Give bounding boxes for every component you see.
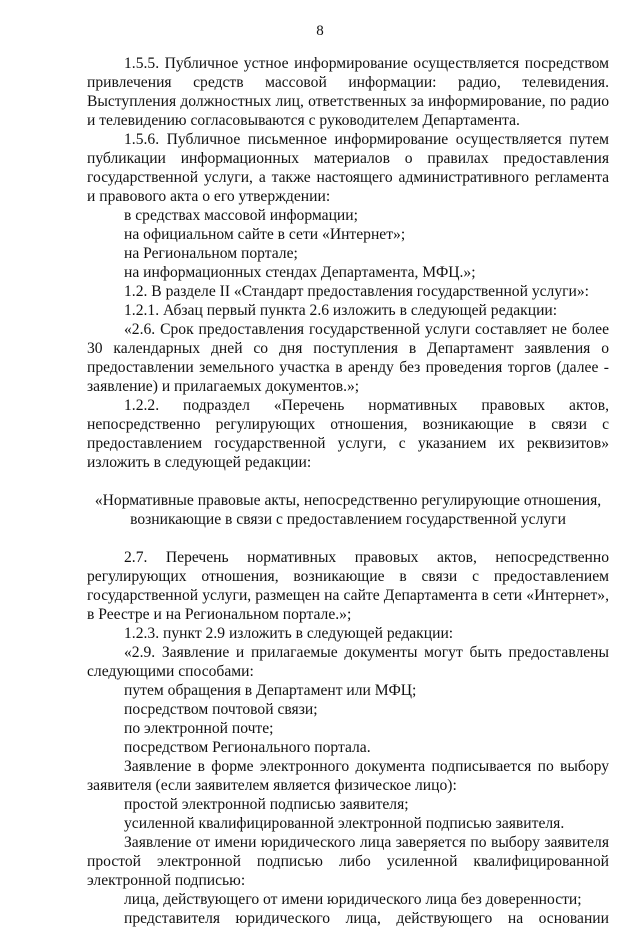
paragraph-2-7: 2.7. Перечень нормативных правовых актов, непосредственно регулирующих отношения, возникающие в связи с предоставлением государственной услуги, размещен на сайте Департамента в сети «Интернет», в Реестре и на Региональном портале.»; — [87, 549, 609, 623]
document-body — [87, 54, 609, 928]
list-item: лица, действующего от имени юридического лица без доверенности; — [124, 891, 582, 908]
paragraph-2-9: «2.9. Заявление и прилагаемые документы могут быть предоставлены следующими способами: — [87, 644, 609, 680]
paragraph-legal-entity: Заявление от имени юридического лица заверяется по выбору заявителя простой электронной подписью либо усиленной квалифицированной электронной подписью: — [87, 834, 609, 889]
paragraph-1-2-1: 1.2.1. Абзац первый пункта 2.6 изложить в следующей редакции: — [124, 302, 558, 319]
section-heading: «Нормативные правовые акты, непосредственно регулирующие отношения, возникающие в связи с предоставлением государственной услуги — [94, 492, 602, 528]
list-item: на официальном сайте в сети «Интернет»; — [124, 226, 406, 243]
list-item: посредством почтовой связи; — [124, 701, 318, 718]
paragraph-2-6: «2.6. Срок предоставления государственной услуги составляет не более 30 календарных дней со дня поступления в Департамент заявления о предоставлении земельного участка в аренду без проведения торгов (далее - заявление) и прилагаемых документов.»; — [87, 321, 609, 395]
list-item: посредством Регионального портала. — [124, 739, 371, 756]
paragraph-electronic-document: Заявление в форме электронного документа подписывается по выбору заявителя (если заявителем является физическое лицо): — [87, 758, 609, 794]
paragraph-1-5-6: 1.5.6. Публичное письменное информирование осуществляется путем публикации информационных материалов о правилах предоставления государственной услуги, а также настоящего административного регламента и правового акта о его утверждении: — [87, 131, 609, 205]
list-item: на информационных стендах Департамента, МФЦ.»; — [124, 264, 476, 281]
list-item: по электронной почте; — [124, 720, 274, 737]
list-item: путем обращения в Департамент или МФЦ; — [124, 682, 417, 699]
paragraph-1-2: 1.2. В разделе II «Стандарт предоставления государственной услуги»: — [124, 283, 589, 300]
paragraph-1-5-5: 1.5.5. Публичное устное информирование осуществляется посредством привлечения средств массовой информации: радио, телевидения. Выступления должностных лиц, ответственных за информирование, по радио и телевидению согласовываются с руководителем Департамента. — [87, 55, 609, 129]
paragraph-1-2-3: 1.2.3. пункт 2.9 изложить в следующей редакции: — [124, 625, 454, 642]
paragraph-1-2-2: 1.2.2. подраздел «Перечень нормативных правовых актов, непосредственно регулирующих отношения, возникающие в связи с предоставлением государственной услуги, с указанием их реквизитов» изложить в следующей редакции: — [87, 397, 609, 471]
list-item: простой электронной подписью заявителя; — [124, 796, 409, 813]
list-item: в средствах массовой информации; — [124, 207, 358, 224]
list-item: на Региональном портале; — [124, 245, 298, 262]
list-item: усиленной квалифицированной электронной подписью заявителя. — [124, 815, 565, 832]
page-number: 8 — [316, 23, 324, 39]
paragraph-representative: представителя юридического лица, действующего на основании — [124, 910, 609, 927]
